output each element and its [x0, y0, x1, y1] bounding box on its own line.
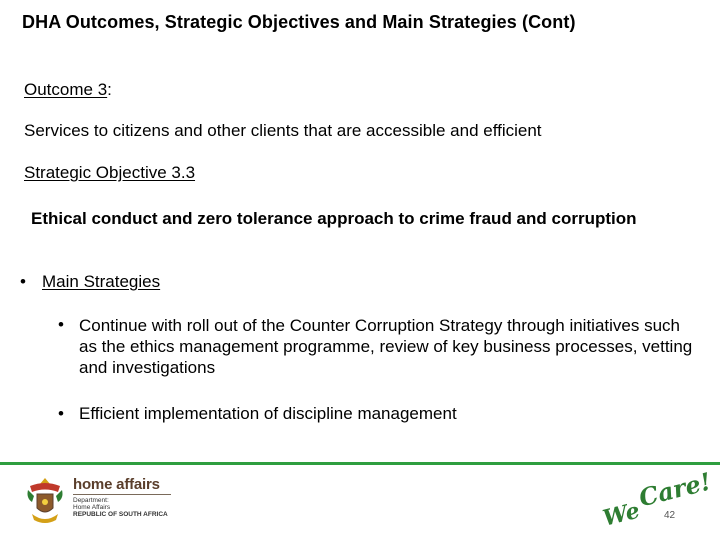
svg-text:Care!: Care!	[635, 466, 714, 513]
bullet-glyph: •	[58, 404, 64, 423]
outcome-text: Services to citizens and other clients that are accessible and efficient	[24, 121, 542, 140]
department-line: Department:	[73, 497, 109, 504]
outcome-colon: :	[107, 80, 112, 99]
brand-name: home affairs	[73, 476, 160, 493]
footer-rule	[0, 462, 720, 465]
page-title: DHA Outcomes, Strategic Objectives and Main Strategies (Cont)	[22, 12, 576, 32]
strategies-label: Main Strategies	[42, 272, 161, 291]
page-number: 42	[664, 510, 676, 521]
bullet-glyph: •	[20, 272, 26, 291]
svg-text:We: We	[600, 497, 643, 532]
strategy-item: Efficient implementation of discipline management	[79, 404, 457, 423]
coat-of-arms-logo	[24, 476, 66, 526]
objective-label: Strategic Objective 3.3	[24, 163, 196, 182]
we-care-slogan-logo	[596, 466, 714, 532]
department-line: REPUBLIC OF SOUTH AFRICA	[73, 511, 168, 518]
objective-text: Ethical conduct and zero tolerance approach to crime fraud and corruption	[31, 209, 637, 228]
brand-divider	[73, 494, 171, 495]
department-line: Home Affairs	[73, 504, 111, 511]
outcome-heading	[24, 80, 112, 100]
bullet-glyph: •	[58, 315, 64, 334]
strategy-item: Continue with roll out of the Counter Corruption Strategy through initiatives such as the ethics management programme, review of key business processes, vetting and investigations	[79, 316, 693, 377]
outcome-label: Outcome 3	[24, 80, 108, 99]
